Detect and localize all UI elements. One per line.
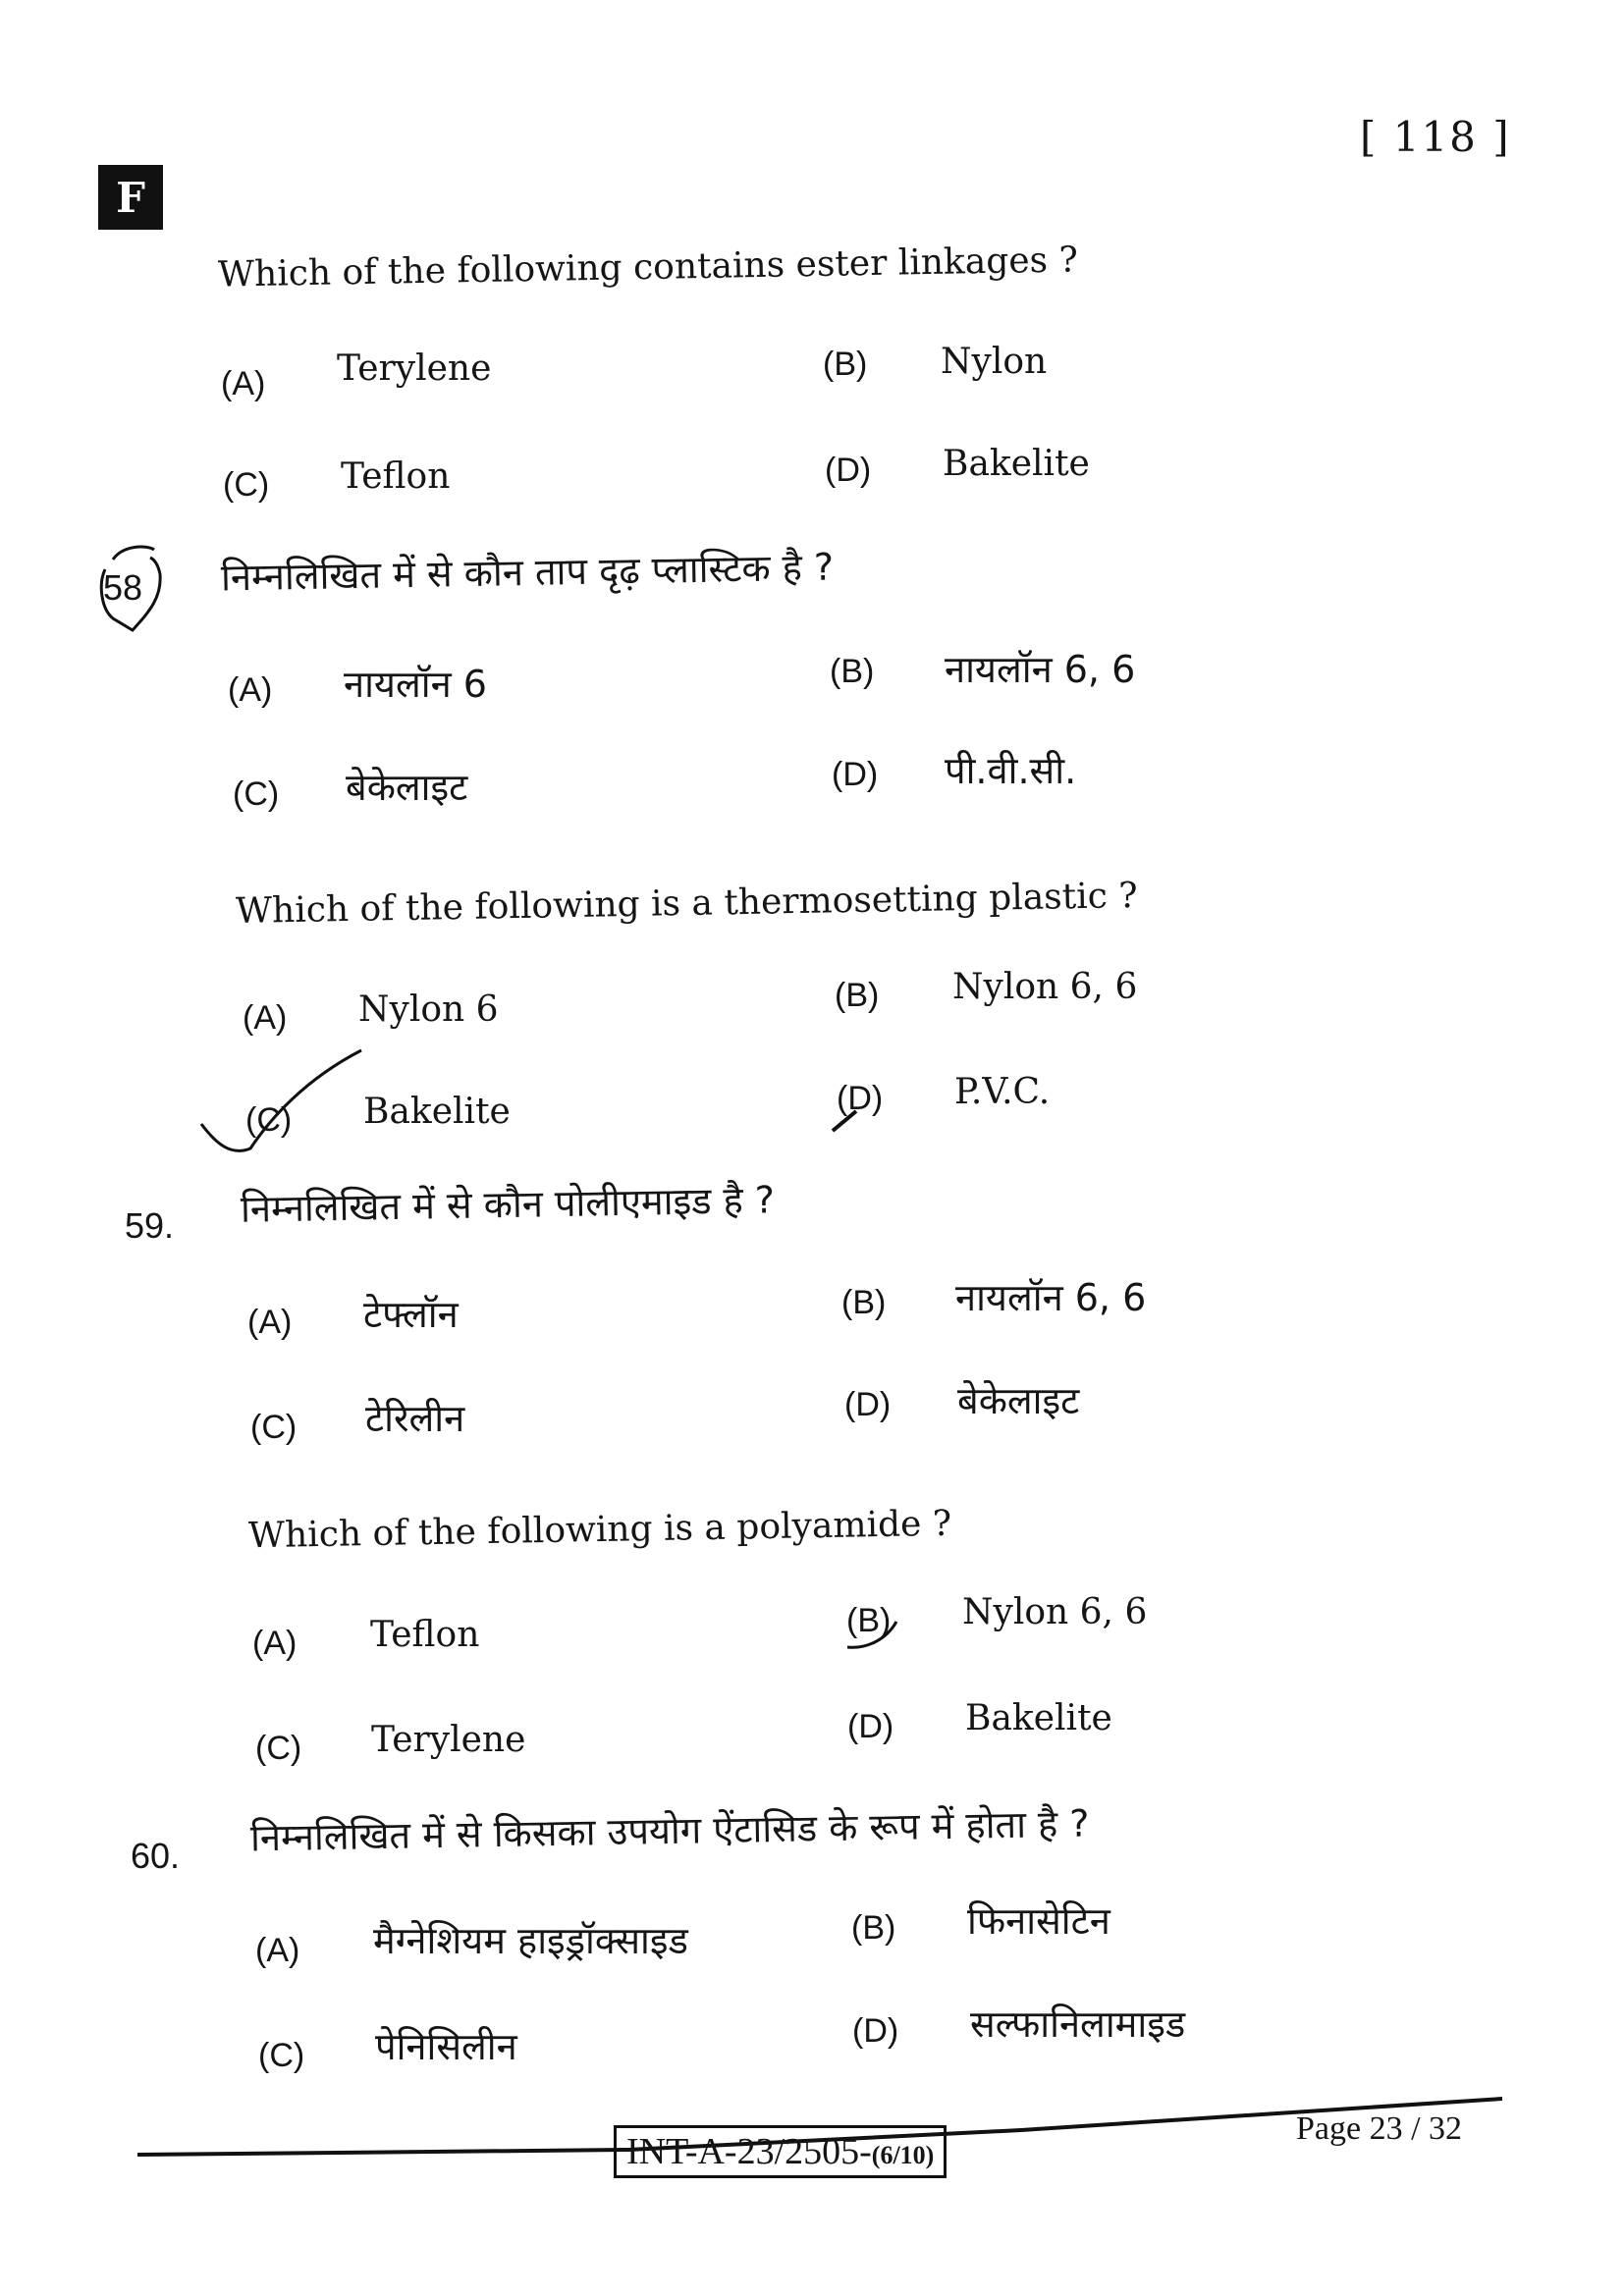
option-text: मैग्नेशियम हाइड्रॉक्साइड xyxy=(373,1919,688,1962)
option-label: (C) xyxy=(233,775,280,813)
option-label: (D) xyxy=(837,1080,884,1117)
option-text: Bakelite xyxy=(943,444,1090,484)
checkmark-icon xyxy=(196,1050,373,1158)
question-text: Which of the following contains ester linkages ? xyxy=(217,240,1079,295)
question-number: 58 xyxy=(103,567,143,608)
option-text: Terylene xyxy=(337,348,492,389)
option-label: (D) xyxy=(825,452,872,489)
question-text-hindi: निम्नलिखित में से कौन ताप दृढ़ प्लास्टिक है ? xyxy=(220,545,835,600)
option-label: (B) xyxy=(835,977,880,1014)
option-text: पेनिसिलीन xyxy=(375,2025,517,2068)
option-text: Nylon 6, 6 xyxy=(962,1592,1148,1632)
pen-mark xyxy=(825,1109,864,1139)
option-label: (D) xyxy=(844,1386,892,1423)
question-text: Which of the following is a thermosetting plastic ? xyxy=(235,875,1138,933)
question-text-hindi: निम्नलिखित में से किसका उपयोग ऐंटासिड के रूप में होता है ? xyxy=(249,1801,1090,1860)
option-label: (A) xyxy=(243,999,288,1037)
option-label: (A) xyxy=(247,1304,293,1341)
option-label: (C) xyxy=(250,1409,298,1446)
option-label: (C) xyxy=(245,1101,293,1139)
option-label: (B) xyxy=(823,346,868,383)
option-text: Terylene xyxy=(371,1720,526,1760)
question-number: 59. xyxy=(125,1205,175,1246)
page-marker: [ 118 ] xyxy=(1360,113,1511,161)
option-text: नायलॉन 6, 6 xyxy=(955,1276,1147,1319)
option-label: (B) xyxy=(830,653,875,690)
option-text: Teflon xyxy=(370,1615,480,1655)
option-label: (D) xyxy=(847,1708,894,1745)
paper-code-suffix: (6/10) xyxy=(871,2141,935,2169)
option-text: पी.वी.सी. xyxy=(945,749,1077,792)
option-label: (B) xyxy=(841,1284,887,1321)
option-text: फिनासेटिन xyxy=(967,1899,1110,1943)
option-text: नायलॉन 6 xyxy=(344,663,487,706)
option-label: (A) xyxy=(221,365,266,402)
option-text: Teflon xyxy=(341,456,451,497)
question-text-hindi: निम्नलिखित में से कौन पोलीएमाइड है ? xyxy=(240,1178,776,1231)
option-label: (B) xyxy=(851,1909,896,1947)
option-label: (C) xyxy=(258,2037,305,2074)
option-text: बेकेलाइट xyxy=(957,1379,1080,1422)
option-text: P.V.C. xyxy=(954,1072,1051,1112)
paper-code: INT-A-23/2505- xyxy=(626,2131,872,2172)
option-text: Bakelite xyxy=(363,1092,511,1132)
option-label: (A) xyxy=(252,1625,298,1662)
option-text: सल्फानिलामाइड xyxy=(970,2002,1186,2046)
answer-underline-mark xyxy=(842,1610,901,1659)
option-label: (D) xyxy=(832,756,879,793)
option-label: (A) xyxy=(255,1932,300,1969)
option-text: Nylon xyxy=(941,342,1048,382)
option-label: (C) xyxy=(223,466,270,504)
option-label: (C) xyxy=(255,1730,302,1767)
question-text: Which of the following is a polyamide ? xyxy=(247,1503,952,1557)
paper-code-box xyxy=(614,2125,947,2178)
option-text: Bakelite xyxy=(965,1698,1112,1738)
set-label-badge: F xyxy=(98,165,163,230)
option-text: टेफ्लॉन xyxy=(363,1293,459,1336)
option-text: टेरिलीन xyxy=(365,1397,465,1440)
option-label: (A) xyxy=(228,671,273,709)
option-text: Nylon 6, 6 xyxy=(952,967,1138,1007)
option-label: (D) xyxy=(852,2012,899,2050)
question-number: 60. xyxy=(131,1836,181,1876)
page-number: Page 23 / 32 xyxy=(1296,2110,1463,2147)
option-label: (B) xyxy=(846,1602,892,1639)
option-text: Nylon 6 xyxy=(358,989,499,1030)
option-text: बेकेलाइट xyxy=(346,766,468,809)
option-text: नायलॉन 6, 6 xyxy=(945,648,1136,691)
